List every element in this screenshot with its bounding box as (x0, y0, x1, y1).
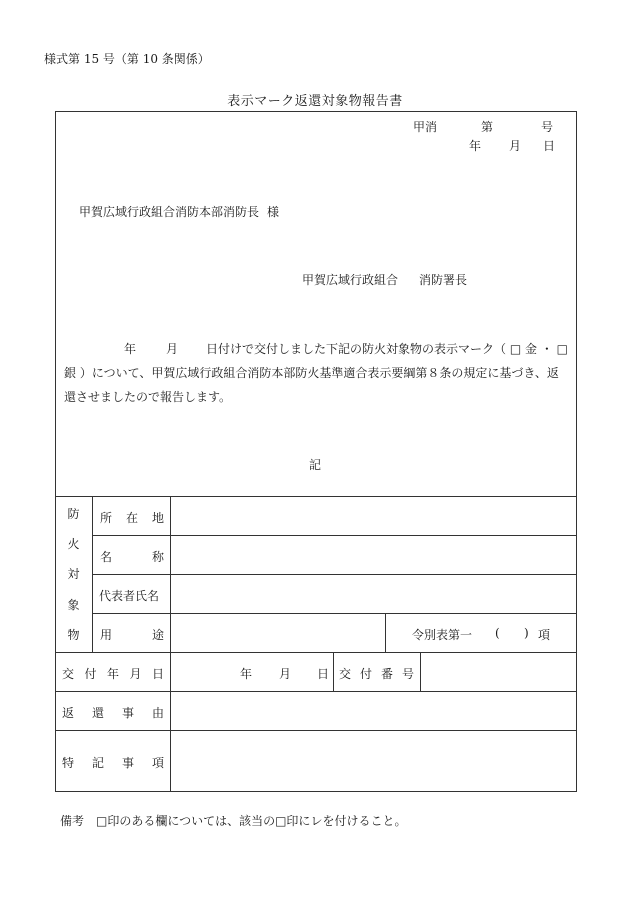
classification-prefix: 令別表第一 (412, 628, 473, 642)
table-col-line (333, 652, 334, 691)
table-top-line (55, 496, 577, 497)
usage-label: 用 途 (100, 628, 164, 642)
issue-date-year: 年 (240, 667, 253, 681)
body-month: 月 (166, 342, 179, 356)
issue-number-label: 交 付 番 号 (339, 667, 414, 681)
location-label: 所 在 地 (100, 511, 164, 525)
issue-date-month: 月 (279, 667, 292, 681)
body-paragraph (64, 337, 570, 409)
classification-suffix: 項 (538, 628, 551, 642)
classification-open: ( (495, 626, 500, 640)
representative-label: 代表者氏名 (99, 589, 160, 603)
table-row-line (55, 691, 577, 692)
date-month: 月 (509, 139, 522, 153)
table-col-line (170, 496, 171, 792)
reference-go: 号 (541, 120, 554, 134)
table-row-line (92, 574, 577, 575)
table-col-line (92, 496, 93, 652)
table-row-line (92, 613, 577, 614)
classification-close: ) (524, 626, 529, 640)
table-row-line (55, 730, 577, 731)
table-row-line (92, 535, 577, 536)
table-row-line (55, 652, 577, 653)
issue-date-label: 交 付 年 月 日 (62, 667, 164, 681)
footnote: 備考 □印のある欄については、該当の□印にレを付けること。 (60, 814, 407, 828)
sender-position: 消防署長 (419, 273, 468, 287)
group-label-fire-prevention-object: 防 火 対 象 物 (67, 506, 80, 643)
table-col-line (385, 613, 386, 652)
page-title: 表示マーク返還対象物報告書 (227, 94, 403, 109)
sender-organization: 甲賀広域行政組合 (302, 273, 399, 287)
addressee-honorific: 様 (267, 205, 280, 219)
special-notes-label: 特 記 事 項 (62, 756, 164, 770)
reference-dai: 第 (481, 120, 494, 134)
body-year: 年 (124, 342, 137, 356)
reference-prefix: 甲消 (413, 120, 438, 134)
date-year: 年 (469, 139, 482, 153)
body-text: 日付けで交付しました下記の防火対象物の表示マーク（ □ 金 ・ □ 銀 ）について、甲賀広域行政組合消防本部防火基準適合表示要綱第８条の規定に基づき、返還させましたので報告します。 (64, 342, 568, 404)
date-day: 日 (543, 139, 556, 153)
return-reason-label: 返 還 事 由 (62, 706, 164, 720)
form-number: 様式第 15 号（第 10 条関係） (44, 52, 210, 66)
addressee-recipient: 甲賀広域行政組合消防本部消防長 (79, 205, 260, 219)
ki-heading: 記 (308, 458, 321, 472)
issue-date-day: 日 (317, 667, 330, 681)
table-col-line (420, 652, 421, 691)
name-label: 名 称 (100, 550, 164, 564)
